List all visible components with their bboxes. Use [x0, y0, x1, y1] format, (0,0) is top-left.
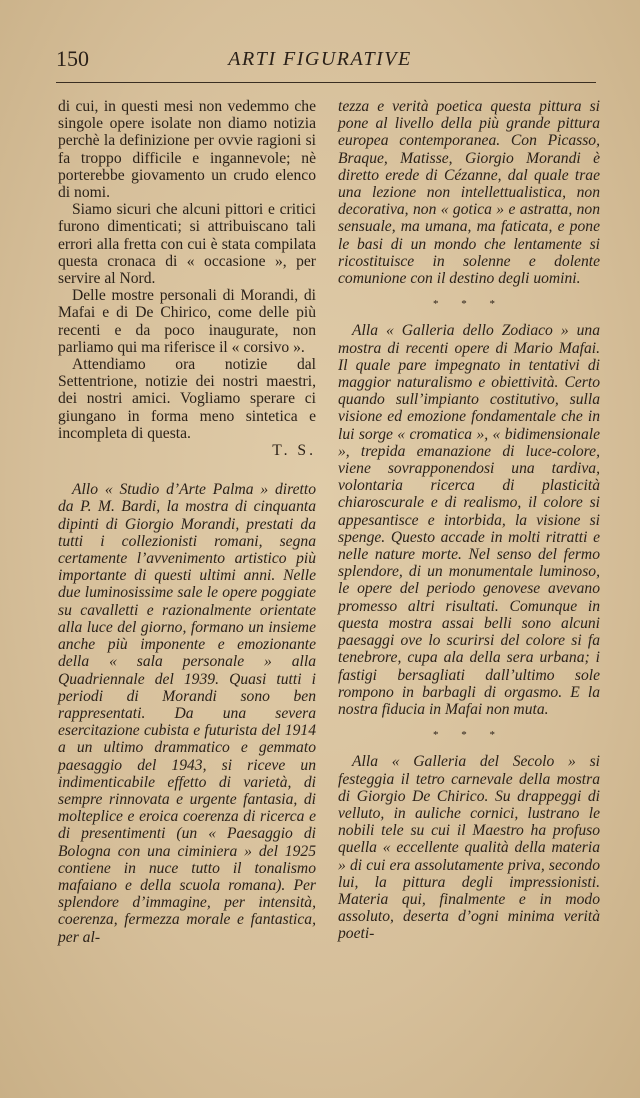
section-separator: * * *: [433, 298, 505, 311]
right-paragraph-mafai: Alla « Galleria dello Zodiaco » una mostra di recenti opere di Mario Mafai. Il quale pare impegnato in tentativi di maggior naturalismo e obiettività. Certo quando sull’impianto costitutivo, sulla visione ed emozione fondamentale che in lui sorge « cromatica », « bidimensionale », trepida emanazione di luce-colore, viene sovrapponendosi una tardiva, volontaria ricerca di plasticità chiaroscurale e di realismo, il colore si appesantisce e intorbida, la visione si spenge. Questo accade in molti ritratti e nelle nature morte. Nel senso del fermo splendore, di un monumentale luminoso, le opere del periodo genovese avevano promesso altri risultati. Comunque in questa mostra assai belli sono alcuni paesaggi ove lo scurirsi del colore si fa tenebrore, cupa ala della sera urbana; i fastigi bersagliati dall’ultimo sole rompono in barbagli di orgasmo. E la nostra fiducia in Mafai non muta.: [338, 322, 600, 718]
left-paragraph-2: Siamo sicuri che alcuni pittori e critici furono dimenticati; si attribuiscano tali errori alla fretta con cui è stata compilata questa cronaca di « occasione », per servire al Nord.: [58, 201, 316, 288]
left-paragraph-3: Delle mostre personali di Morandi, di Mafai e di De Chirico, come delle più recenti e da poco inaugurate, non parliamo qui ma riferisce il « corsivo ».: [58, 287, 316, 356]
running-title: ARTI FIGURATIVE: [228, 48, 412, 70]
author-signature: T. S.: [272, 442, 316, 460]
left-paragraph-4: Attendiamo ora notizie dal Settentrione, notizie dei nostri maestri, dei nostri amici. Vogliamo sperare ci giungano in forma meno sintetica e incompleta di questa.: [58, 356, 316, 442]
right-paragraph-1: tezza e verità poetica questa pittura si pone al livello della più grande pittura europea contemporanea. Con Picasso, Braque, Matisse, Giorgio Morandi è diretto erede di Cézanne, dal quale trae una lezione non intellettualistica, non decorativa, non « gotica » e astratta, non sensuale, ma umana, ma faticata, e pone le basi di un mondo che lentamente si ricostituisce in solenne e dolente comunione con il destino degli uomini.: [338, 98, 600, 288]
left-paragraph-morandi: Allo « Studio d’Arte Palma » diretto da P. M. Bardi, la mostra di cinquanta dipinti di Giorgio Morandi, prestati da tutti i collezionisti romani, segna certamente l’avvenimento artistico più importante di questi ultimi anni. Nelle due luminosissime sale le opere poggiate su cavalletti e razionalmente orientate alla luce del giorno, formano un insieme anche più imponente e emozionante della « sala personale » alla Quadriennale del 1939. Quasi tutti i periodi di Morandi sono ben rappresentati. Da una severa esercitazione cubista e futurista del 1914 a un ultimo drammatico e gemmato paesaggio del 1943, si riceve un indimenticabile effetto di varietà, di sempre rinnovata e urgente fantasia, di molteplice e eroica coerenza di ricerca e di presentimenti (un « Paesaggio di Bologna con una ciminiera » del 1925 contiene in nuce tutto il tonalismo mafaiano e della scuola romana). Per splendore d’immagine, per intensità, coerenza, fermezza morale e fantastica, per al-: [58, 481, 316, 946]
right-column: [338, 98, 600, 943]
left-paragraph-1: di cui, in questi mesi non vedemmo che singole opere isolate non diamo notizia perchè la definizione per ovvie ragioni si fa troppo difficile e ingannevole; nè porterebbe giovamento un crudo elenco di nomi.: [58, 98, 316, 202]
left-column: [58, 98, 316, 946]
section-separator: * * *: [433, 729, 505, 742]
header-rule: [56, 82, 596, 83]
section-gap: [58, 459, 316, 481]
right-paragraph-dechirico: Alla « Galleria del Secolo » si festeggia il tetro carnevale della mostra di Giorgio De Chirico. Su drappeggi di velluto, in auliche cornici, lustrano le nobili tele su cui il Maestro ha profuso quella « eccellente qualità della materia » di cui era assolutamente priva, secondo lui, la pittura degli impressionisti. Materia qui, finalmente e in modo assoluto, deserta d’ogni minima verità poeti-: [338, 753, 600, 943]
page-number: 150: [56, 46, 89, 71]
